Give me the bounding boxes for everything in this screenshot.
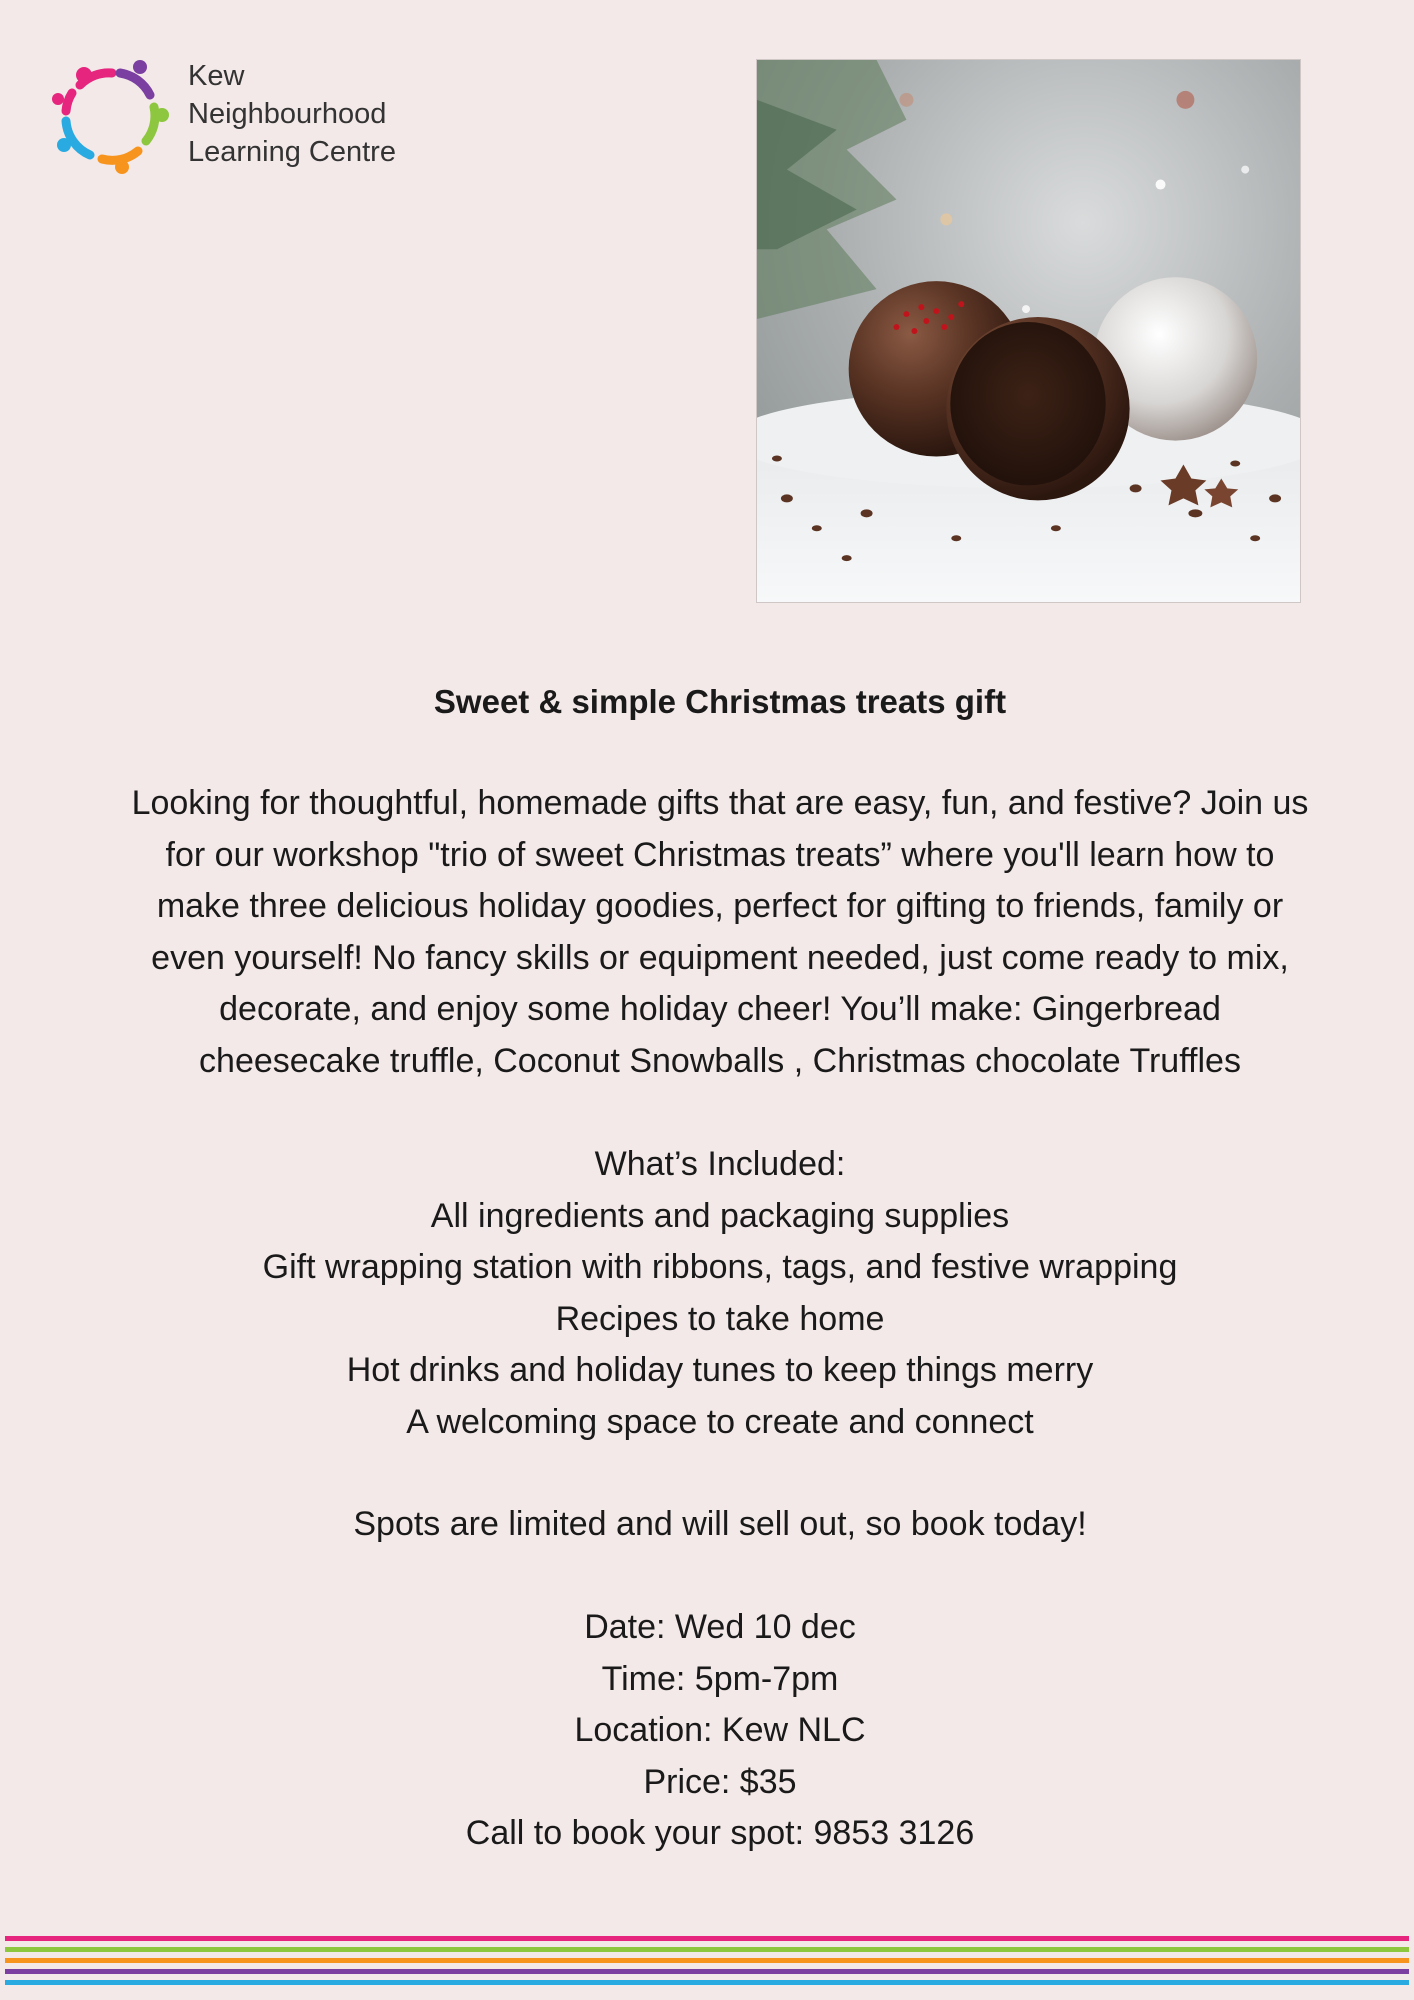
included-section [60, 1139, 1380, 1448]
intro-paragraph [60, 778, 1380, 1087]
included-item: All ingredients and packaging supplies [430, 1196, 1010, 1235]
event-details [60, 1602, 1380, 1860]
event-time: Time: 5pm-7pm [601, 1659, 839, 1698]
included-item: A welcoming space to create and connect [406, 1402, 1034, 1441]
included-item: Gift wrapping station with ribbons, tags, and festive wrapping [262, 1248, 1178, 1286]
stripe [5, 1969, 1409, 1974]
included-heading: What’s Included: [594, 1145, 846, 1183]
people-circle-logo-icon [50, 55, 170, 175]
stripe [5, 1958, 1409, 1963]
logo-line: Kew [188, 60, 245, 92]
stripe [5, 1980, 1409, 1985]
booking-phone: Call to book your spot: 9853 3126 [465, 1814, 975, 1852]
event-location: Location: Kew NLC [574, 1711, 866, 1749]
logo-line: Neighbourhood [188, 98, 387, 130]
stripe [5, 1936, 1409, 1941]
intro-line: make three delicious holiday goodies, perfect for gifting to friends, family or [156, 887, 1284, 925]
event-price: Price: $35 [643, 1762, 797, 1801]
color-stripes-footer [5, 1936, 1409, 1991]
intro-line: for our workshop "trio of sweet Christmas treats” where you'll learn how to [165, 835, 1275, 874]
intro-line: cheesecake truffle, Coconut Snowballs , Christmas chocolate Truffles [199, 1041, 1241, 1080]
intro-line: Looking for thoughtful, homemade gifts that are easy, fun, and festive? Join us [131, 784, 1309, 822]
call-to-action: Spots are limited and will sell out, so book today! [353, 1505, 1087, 1543]
kew-nlc-logo [50, 55, 430, 180]
included-item: Hot drinks and holiday tunes to keep things merry [346, 1351, 1094, 1389]
intro-line: even yourself! No fancy skills or equipment needed, just come ready to mix, [151, 938, 1289, 977]
event-date: Date: Wed 10 dec [584, 1608, 856, 1646]
page-title: Sweet & simple Christmas treats gift [433, 683, 1007, 720]
stripe [5, 1947, 1409, 1952]
intro-line: decorate, and enjoy some holiday cheer! You’ll make: Gingerbread [219, 990, 1221, 1028]
logo-line: Learning Centre [188, 136, 396, 168]
included-item: Recipes to take home [555, 1299, 885, 1338]
logo-wordmark [188, 57, 396, 171]
chocolate-truffles-image [756, 59, 1301, 603]
